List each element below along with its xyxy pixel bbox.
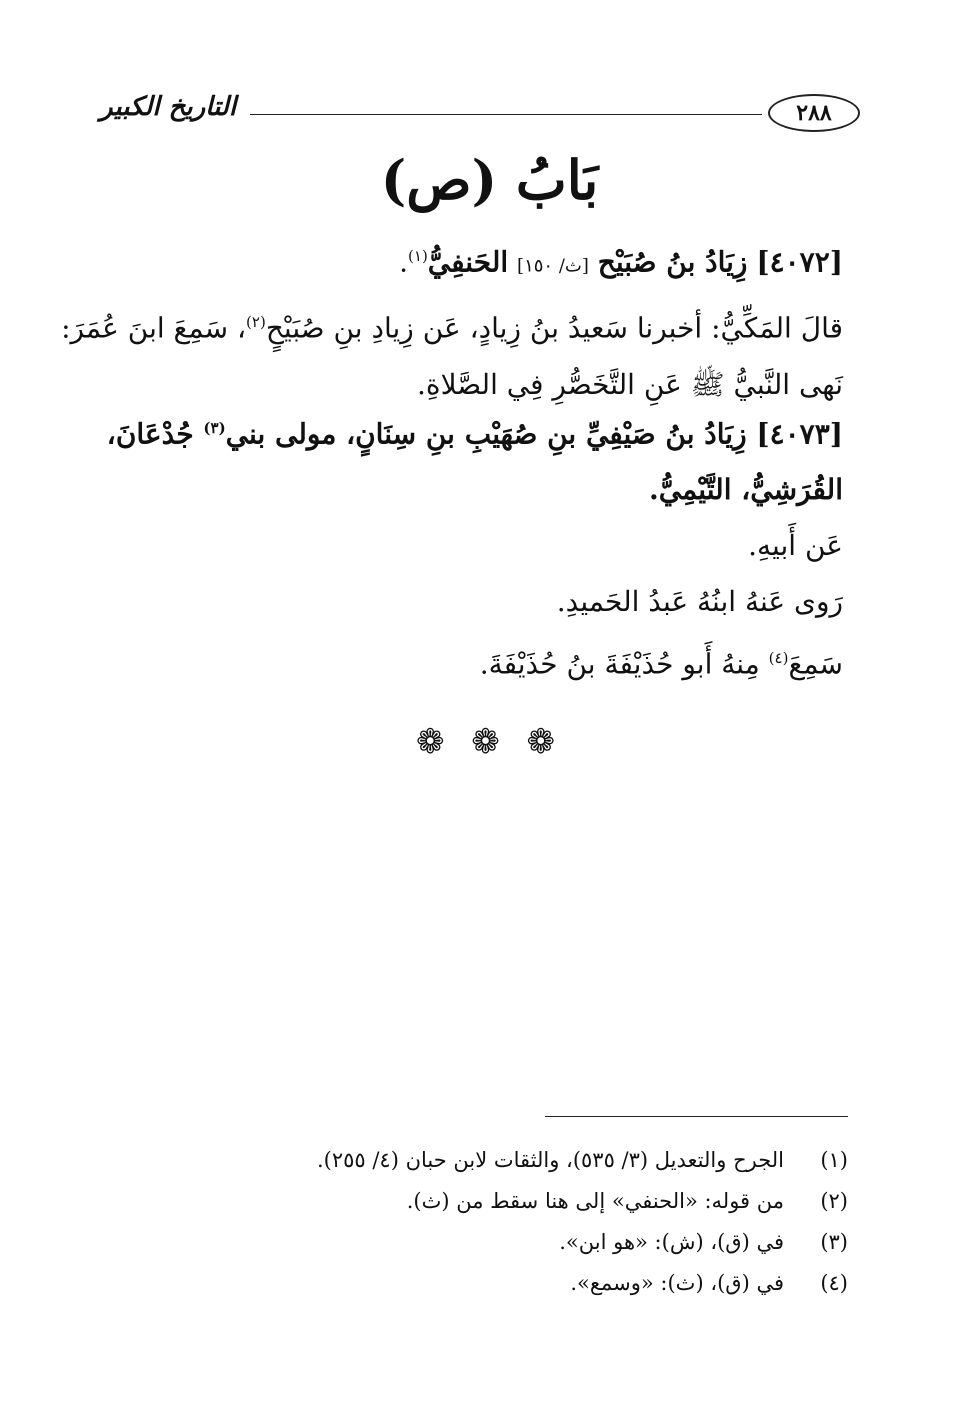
footnote-marker-1[interactable]: (١)	[408, 247, 428, 265]
footnote-number: (٤)	[820, 1271, 848, 1295]
matn-line: نَهى النَّبيُّ ﷺ عَنِ التَّخَصُّرِ فِي الصَّلاةِ.	[417, 367, 843, 401]
footnote-4	[118, 1263, 848, 1304]
footnote-marker-2[interactable]: (٢)	[246, 313, 266, 332]
isnad-line	[61, 294, 843, 356]
narrator-nisba: الحَنفِيُّ	[427, 245, 509, 279]
book-title: التاريخ الكبير	[100, 92, 237, 122]
isnad-text: قالَ المَكِّيُّ: أخبرنا سَعيدُ بنُ زِيادٍ، عَن زِيادِ بنِ صُبَيْحٍ	[265, 311, 843, 345]
footnote-text: الجرح والتعديل (٣/ ٥٣٥)، والثقات لابن حبان (٤/ ٢٥٥).	[316, 1148, 784, 1172]
chapter-title: بَابُ (ص)	[380, 148, 599, 212]
heard-text-end: مِنهُ أَبو حُذَيْفَةَ بنُ حُذَيْفَةَ.	[479, 647, 760, 681]
narrator-name: زِيَادُ بنُ صُبَيْح	[597, 245, 748, 279]
entry-4072-heading: [٤٠٧٢] زِيَادُ بنُ صُبَيْح [ث/ ١٥٠] الحَنفِيُّ$^{(١)}$.	[399, 245, 843, 279]
page-number: ٢٨٨	[768, 94, 860, 132]
heard-text: سَمِعَ	[788, 647, 843, 681]
page-header	[100, 88, 860, 140]
footnote-number: (٢)	[820, 1189, 848, 1213]
footnote-text: في (ق)، (ث): «وسمع».	[570, 1271, 784, 1295]
footnote-text: من قوله: «الحنفي» إلى هنا سقط من (ث).	[406, 1189, 784, 1213]
footnote-text: في (ق)، (ش): «هو ابن».	[559, 1230, 784, 1254]
footnote-number: (١)	[820, 1148, 848, 1172]
narrated-by: رَوى عَنهُ ابنُهُ عَبدُ الحَميدِ.	[556, 585, 843, 619]
narrates-from: عَن أَبيهِ.	[748, 529, 843, 563]
heard-by	[118, 630, 843, 692]
footnote-marker-4[interactable]: (٤)	[768, 649, 789, 668]
footnote-1	[118, 1140, 848, 1181]
footnote-2	[118, 1181, 848, 1222]
section-ornament-icon: ❁ ❁ ❁	[415, 722, 564, 762]
manuscript-ref: [ث/ ١٥٠]	[517, 255, 589, 277]
footnote-3	[118, 1222, 848, 1263]
footnotes	[118, 1140, 848, 1304]
entry-number: [٤٠٧٢]	[756, 245, 843, 279]
tribe-name: جُدْعَانَ،	[106, 417, 194, 451]
isnad-text-end: ، سَمِعَ ابنَ عُمَرَ:	[61, 311, 247, 345]
entry-4073-nisba: القُرَشِيُّ، التَّيْمِيُّ.	[649, 473, 843, 507]
entry-4072	[61, 228, 843, 413]
footnote-number: (٣)	[820, 1230, 848, 1254]
narrator-lineage: [٤٠٧٣] زِيَادُ بنُ صَيْفِيِّ بنِ صُهَيْبِ بنِ سِنَانٍ، مولى بني	[225, 417, 843, 451]
header-rule	[250, 114, 762, 115]
footnote-separator	[545, 1116, 848, 1117]
entry-4073-heading	[106, 400, 843, 462]
footnote-marker-3[interactable]: (٣)	[203, 419, 226, 437]
entry-4073	[106, 400, 843, 693]
